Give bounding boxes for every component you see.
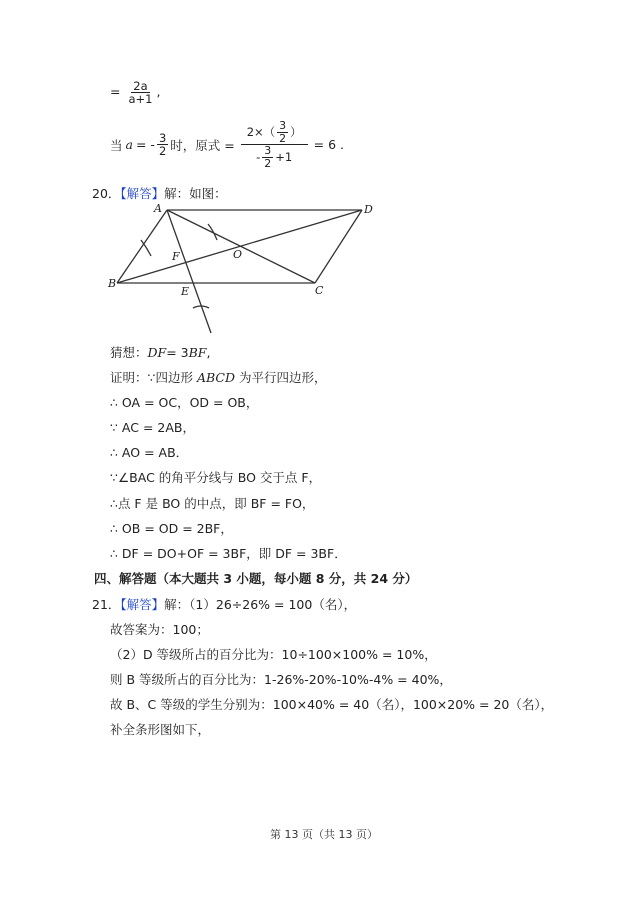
side-BA [117, 210, 167, 283]
q21-header: 21．【解答】解：（1）26÷26% = 100（名）， [92, 597, 357, 612]
page-footer: 第 13 页（共 13 页） [270, 828, 378, 841]
label-A: A [154, 202, 162, 215]
q21-line6: 补全条形图如下， [110, 722, 211, 737]
answer-tag: 【解答】 [120, 186, 165, 201]
q20-line5: ∴ AO = AB． [110, 445, 189, 460]
q20-line3: ∴ OA = OC，OD = OB， [110, 395, 259, 410]
label-B: B [108, 277, 117, 290]
label-O: O [233, 248, 243, 261]
prev-eq-line: = $\frac{2a}{a+1}$ , [110, 79, 161, 107]
q20-line8: ∴ OB = OD = 2BF， [110, 521, 233, 536]
q20-line4: ∵ AC = 2AB， [110, 420, 195, 435]
label-E: E [181, 285, 190, 298]
diagonal-BD [117, 210, 362, 283]
label-F: F [172, 250, 180, 263]
section4-heading: 四、解答题（本大题共 3 小题，每小题 8 分，共 24 分） [94, 571, 418, 586]
answer-tag: 【解答】 [120, 597, 165, 612]
fraction-2a-over-a1: $\frac{2a}{a+1}$ [128, 79, 153, 107]
q21-line5: 故 B、C 等级的学生分别为：100×40% = 40（名），100×20% = 20（名）， [110, 697, 554, 712]
arc-intersection [193, 306, 209, 308]
compound-fraction: 2×（ $\frac{3}{2}$ ） - $\frac{3}{2}$ +1 [241, 120, 308, 169]
arc-on-AB [141, 240, 151, 256]
q21-line3: （2）D 等级所占的百分比为：10÷100×100% = 10%， [110, 647, 437, 662]
q20-proof-start: 证明：∵四边形 ABCD 为平行四边形， [110, 370, 327, 385]
label-D: D [364, 203, 373, 216]
q21-line4: 则 B 等级所占的百分比为：1-26%-20%-10%-4% = 40%， [110, 672, 452, 687]
prev-when-line: 当 a = - $\frac{3}{2}$ 时，原式 = 2×（ $\frac{3}{2}$ ） - $\frac{3}{2}$ +1 = 6 . [110, 119, 345, 170]
q21-line2: 故答案为：100； [110, 622, 209, 637]
parallelogram-figure [105, 198, 385, 338]
side-DC [315, 210, 362, 283]
q20-header: 20．【解答】解：如图： [92, 186, 227, 201]
label-C: C [315, 284, 324, 297]
q20-line7: ∴点 F 是 BO 的中点，即 BF = FO， [110, 496, 315, 511]
q20-line9: ∴ DF = DO+OF = 3BF，即 DF = 3BF． [110, 546, 347, 561]
q20-guess: 猜想：DF= 3BF, [110, 345, 211, 360]
q20-line6: ∵∠BAC 的角平分线与 BO 交于点 F， [110, 470, 322, 485]
fraction-3-over-2: $\frac{3}{2}$ [158, 131, 167, 159]
eq-sign: = [110, 84, 121, 100]
